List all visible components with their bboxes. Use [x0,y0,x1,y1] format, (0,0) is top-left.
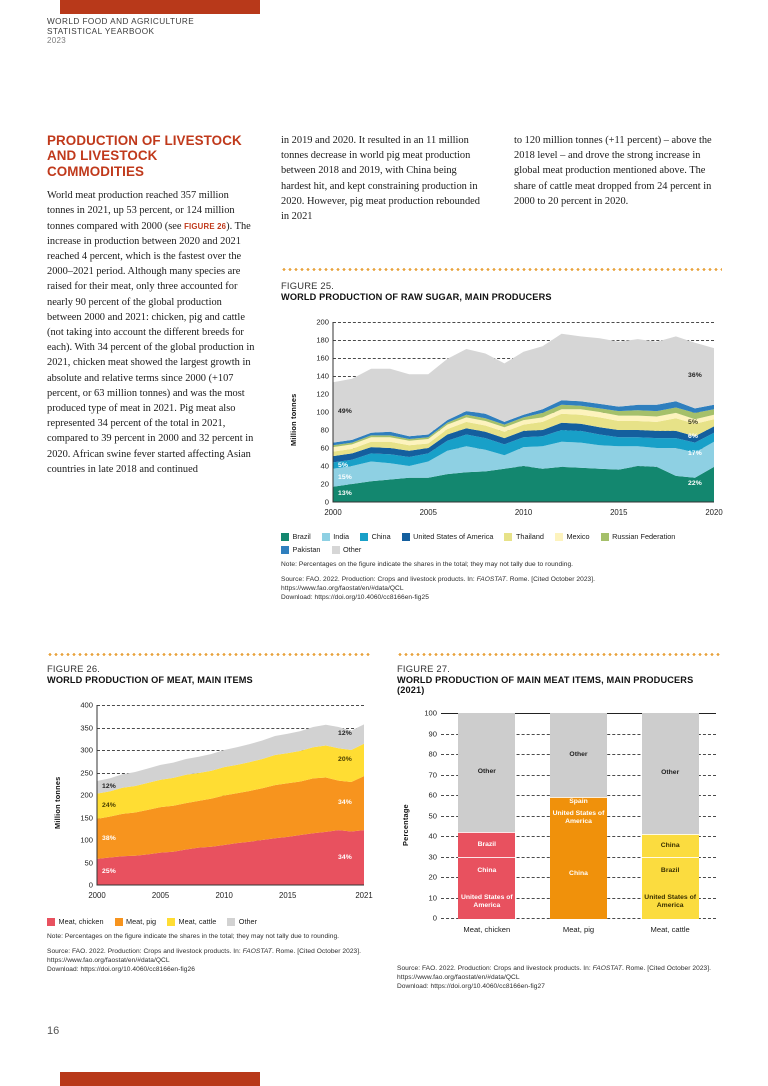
legend-item[interactable] [402,532,494,541]
bottom-red-bar [60,1072,260,1086]
bar-segment[interactable] [550,828,607,919]
legend-item[interactable] [281,532,311,541]
text-column-1 [47,133,255,477]
f25plot-x-tick: 2000 [324,508,342,517]
figure-25-source-a: Source: FAO. 2022. Production: Crops and livestock products. In: [281,576,477,583]
legend-label: China [371,532,391,541]
bar-segment-label: China [660,842,680,850]
bar-segment[interactable] [550,805,607,829]
category-label: Meat, cattle [650,925,690,934]
figure-25-title: WORLD PRODUCTION OF RAW SUGAR, MAIN PRODUCERS [281,292,552,302]
f25plot-x-tick: 2010 [514,508,533,517]
figure-26-source-a: Source: FAO. 2022. Production: Crops and livestock products. In: [47,948,243,955]
legend-label: India [333,532,350,541]
legend-label: Mexico [566,532,590,541]
pct-label-meat-pig: 38% [102,834,116,842]
legend-swatch [227,918,235,926]
pct-label-meat-chicken: 34% [338,853,352,861]
legend-item[interactable] [167,917,216,926]
figure-26-plot [47,697,372,907]
pct-label-india: 17% [688,450,702,458]
legend-swatch [167,918,175,926]
f25plot-y-tick: 120 [316,389,329,399]
figure-25-number: FIGURE 25. [281,280,335,291]
running-head-line1: WORLD FOOD AND AGRICULTURE [47,17,195,26]
running-head [47,17,287,46]
f26plot-y-tick: 200 [80,790,93,800]
divider-figure-25 [281,268,722,271]
figure-25-legend [281,532,722,558]
figure-27-source-a: Source: FAO. 2022. Production: Crops and livestock products. In: [397,965,593,972]
legend-item[interactable] [601,532,676,541]
legend-label: Pakistan [292,545,321,554]
figure-25-plot [281,314,722,524]
legend-label: Brazil [292,532,311,541]
f25plot-y-tick: 60 [320,443,329,453]
pct-label-other: 49% [338,408,352,416]
f26plot-y-tick: 50 [84,858,93,867]
f26plot-x-tick: 2015 [279,891,297,900]
running-head-line2: STATISTICAL YEARBOOK [47,26,155,36]
figure-27-source [397,964,722,991]
bar-segment[interactable] [458,713,515,832]
figure-26-number: FIGURE 26. [47,663,101,674]
bar-segment-label: Brazil [660,866,680,874]
legend-label: United States of America [413,532,494,541]
bar-segment-label: Other [661,769,680,777]
figure-reference[interactable]: FIGURE 26 [184,221,227,231]
pct-label-other: 12% [102,783,116,791]
legend-item[interactable] [504,532,544,541]
bar-segment-label: Other [569,751,588,759]
legend-swatch [281,533,289,541]
figure-26 [47,663,372,974]
pct-label-meat-cattle: 20% [338,755,352,763]
f25plot-y-axis-label: Million tonnes [289,393,298,446]
legend-item[interactable] [322,532,349,541]
body-text-1b: ). The increase in production between 2020 and 2021 reached 4 percent, which is the fastest over the 2000–2021 period. Although many species are raised for their meat, only three accounted for nearly 90 percent of the global production between 2000 and 2021: chicken, pig and cattle (not taking into account the different breeds for each). With 34 percent of the global production in 2021, chicken meat showed the largest growth in absolute and relative terms since 2000 (+107 percent, or 63 million tonnes) and was the most produced type of meat in 2021. Pig meat also represented 34 percent of the total in 2021, compared to 39 percent in 2000 and 32 percent in 2020. African swine fever started affecting Asian countries in late 2018 and continued [47,220,255,475]
f25plot-y-tick: 180 [316,335,329,345]
f25plot-y-tick: 80 [320,425,329,435]
figure-27-number: FIGURE 27. [397,663,451,674]
legend-item[interactable] [332,545,362,554]
f27plot-y-tick: 30 [428,852,437,861]
f26plot-areas [47,697,372,907]
f25plot-x-tick: 2020 [705,508,723,517]
body-paragraph-1 [47,188,255,477]
legend-item[interactable] [281,545,321,554]
figure-27-plot [397,707,722,942]
f26plot-x-tick: 2021 [355,891,373,900]
f26plot-y-axis-label: Million tonnes [53,776,62,829]
bar-segment[interactable] [550,713,607,797]
pct-label-other: 36% [688,372,702,380]
f25plot-y-tick: 160 [316,353,329,363]
legend-swatch [115,918,123,926]
body-paragraph-2: in 2019 and 2020. It resulted in an 11 million tonnes decrease in world pig meat production between 2018 and 2019, with China being hardest hit, and kept constraining production in 2020. However, pig meat production rebounded in 2021 [281,135,480,223]
divider-figure-26 [47,653,372,656]
figure-26-title: WORLD PRODUCTION OF MEAT, MAIN ITEMS [47,675,253,685]
figure-26-note: Note: Percentages on the figure indicate the shares in the total; they may not tally due to rounding. [47,933,340,940]
f27plot-y-tick: 10 [428,893,437,902]
figure-25-source-url[interactable]: https://www.fao.org/faostat/en/#data/QCL [281,585,404,592]
f27plot-y-axis-label: Percentage [401,803,410,846]
pct-label-china: 5% [338,461,349,469]
legend-swatch [360,533,368,541]
legend-swatch [504,533,512,541]
running-head-year: 2023 [47,36,66,46]
f26plot-y-tick: 250 [80,768,93,777]
figure-27-download[interactable]: Download: https://doi.org/10.4060/cc8166en-fig27 [397,983,545,990]
f27plot-y-tick: 50 [428,811,437,820]
legend-swatch [47,918,55,926]
f25plot-y-tick: 0 [324,497,329,507]
f27plot-y-tick: 20 [428,872,437,882]
legend-label: Meat, cattle [178,917,217,926]
bar-segment-label: United States of America [644,893,697,909]
legend-label: Meat, pig [126,917,157,926]
f27plot-y-tick: 80 [428,749,437,759]
legend-swatch [555,533,563,541]
f25plot-y-tick: 100 [316,407,329,417]
figure-26-source [47,947,372,974]
legend-item[interactable] [555,532,590,541]
figure-27 [397,663,722,991]
legend-swatch [332,546,340,554]
figure-25-note: Note: Percentages on the figure indicate the shares in the total; they may not tally due to rounding. [281,561,574,568]
body-text-1a: World meat production reached 357 million tonnes in 2021, up 53 percent, or 124 million tonnes compared with 2000 (see [47,190,235,232]
f27plot-y-tick: 100 [424,708,437,718]
bar-segment-label: Other [477,768,496,776]
f25plot-x-tick: 2015 [610,508,628,517]
text-column-3 [514,133,722,209]
f27plot-y-tick: 90 [428,729,437,738]
bar-segment-label: China [569,869,588,877]
f25plot-y-tick: 140 [316,371,329,381]
figure-27-title: WORLD PRODUCTION OF MAIN MEAT ITEMS, MAIN PRODUCERS (2021) [397,675,694,695]
legend-item[interactable] [360,532,391,541]
f25plot-y-tick: 40 [320,461,329,471]
f27plot-y-tick: 40 [428,831,437,841]
figure-26-download[interactable]: Download: https://doi.org/10.4060/cc8166en-fig26 [47,966,195,973]
legend-label: Thailand [515,532,544,541]
bar-segment-label: Spain [569,798,588,806]
f27plot-y-tick: 0 [432,913,437,923]
f25plot-x-tick: 2005 [419,508,437,517]
category-label: Meat, chicken [463,925,511,934]
divider-figure-27 [397,653,722,656]
figure-25-download[interactable]: Download: https://doi.org/10.4060/cc8166en-fig25 [281,594,429,601]
bar-segment-label: China [477,866,497,874]
figure-25-source-italic: FAOSTAT [476,576,506,583]
f25plot-y-tick: 20 [320,479,329,489]
pct-label-brazil: 13% [338,490,352,498]
legend-item[interactable] [227,917,257,926]
legend-item[interactable] [47,917,104,926]
figure-26-source-b: . Rome. [Cited October 2023]. https://www.fao.org/faostat/en/#data/QCL [47,948,362,964]
figure-27-source-italic: FAOSTAT [592,965,622,972]
bar-segment-label: Brazil [477,841,497,849]
pct-label-meat-cattle: 24% [102,802,116,810]
bar-segment-label: United States of America [552,809,605,825]
body-paragraph-3: to 120 million tonnes (+11 percent) – above the 2018 level – and drove the strong increase in global meat production mentioned above. The share of cattle meat dropped from 24 percent in 2000 to 20 percent in 2020. [514,135,712,207]
f25plot-y-tick: 200 [316,317,329,327]
figure-27-source-b: . Rome. [Cited October 2023]. https://www.fao.org/faostat/en/#data/QCL [397,965,712,981]
legend-swatch [402,533,410,541]
f26plot-y-tick: 300 [80,745,93,755]
pct-label-india: 15% [338,473,352,481]
bar-segment[interactable] [642,834,699,858]
category-label: Meat, pig [562,925,595,934]
f26plot-x-tick: 2005 [151,891,170,900]
f26plot-x-tick: 2010 [215,891,233,900]
bar-segment[interactable] [642,713,699,834]
pct-label-thailand: 5% [688,418,699,426]
legend-label: Russian Federation [612,532,676,541]
pct-label-meat-pig: 34% [338,799,352,807]
figure-26-legend [47,917,372,930]
f26plot-y-tick: 0 [88,880,93,890]
f27plot-y-tick: 60 [428,790,437,800]
f26plot-y-tick: 350 [80,723,93,732]
f26plot-x-tick: 2000 [88,891,106,900]
pct-label-meat-chicken: 25% [102,867,116,875]
bar-segment[interactable] [642,857,699,885]
bar-segment[interactable] [642,883,699,919]
legend-label: Other [343,545,362,554]
f26plot-y-tick: 400 [80,700,93,710]
pct-label-brazil: 22% [688,480,702,488]
f26plot-y-tick: 100 [80,835,93,845]
bar-segment[interactable] [458,883,515,919]
bar-segment-label: United States of America [460,893,513,909]
bar-segment[interactable] [550,797,607,806]
figure-25-source [281,575,722,602]
legend-label: Meat, chicken [58,917,104,926]
figure-25-source-b: . Rome. [Cited October 2023]. [505,576,596,583]
pct-label-china: 6% [688,433,699,441]
text-column-2 [281,133,489,224]
legend-swatch [601,533,609,541]
legend-swatch [281,546,289,554]
section-heading: PRODUCTION OF LIVESTOCK AND LIVESTOCK COMMODITIES [47,133,242,179]
f26plot-y-tick: 150 [80,813,93,822]
f27plot-y-tick: 70 [428,770,437,779]
legend-label: Other [238,917,258,926]
figure-26-source-italic: FAOSTAT [242,948,272,955]
bar-segment[interactable] [458,832,515,858]
page-number: 16 [47,1025,60,1037]
legend-item[interactable] [115,917,157,926]
figure-25 [281,280,722,602]
top-red-bar [60,0,260,14]
legend-swatch [322,533,330,541]
bar-segment[interactable] [458,857,515,885]
pct-label-other: 12% [338,730,352,738]
